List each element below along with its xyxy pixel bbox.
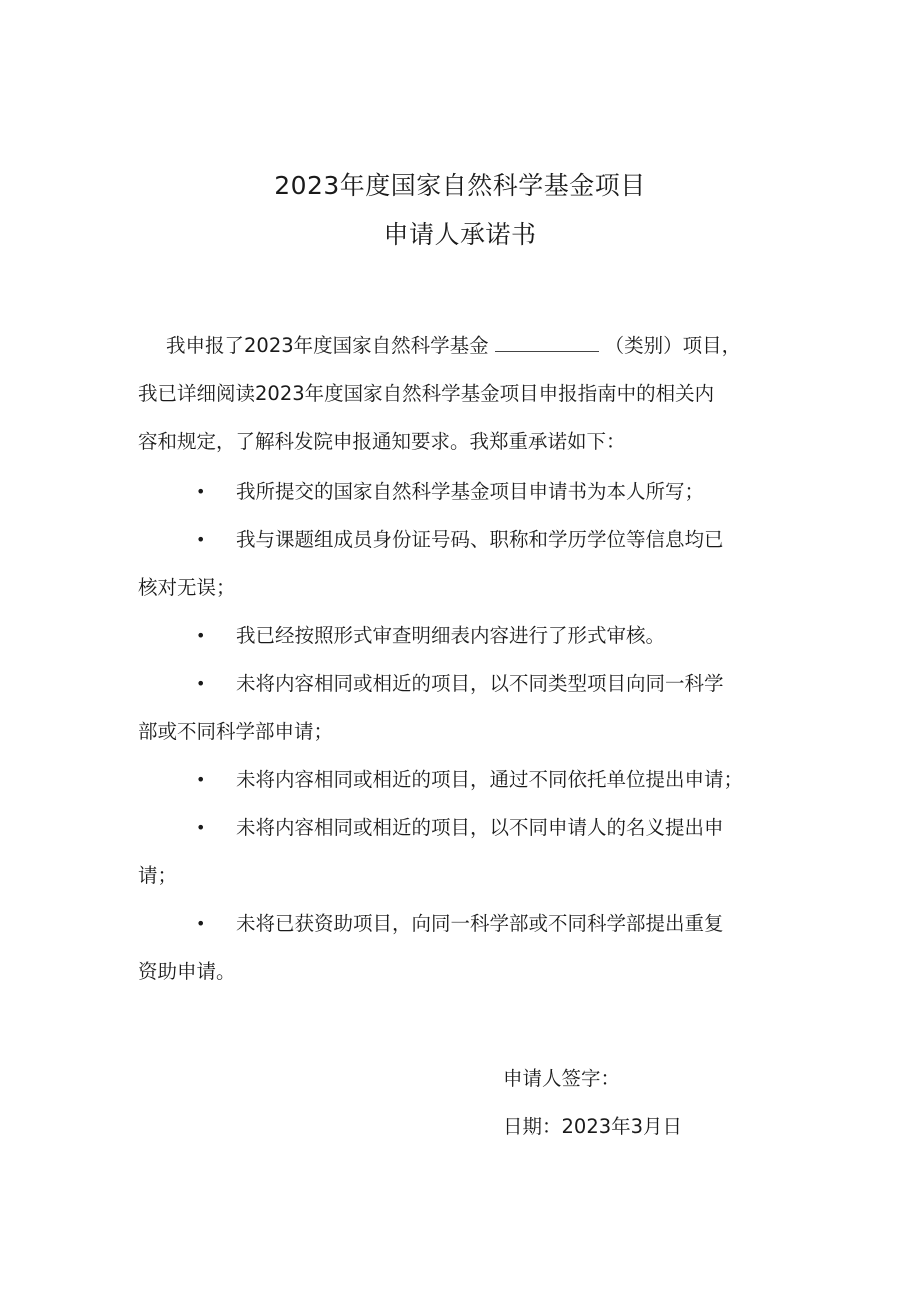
bullet-icon: • bbox=[196, 914, 206, 933]
bullet-icon: • bbox=[196, 626, 206, 645]
category-blank-field bbox=[495, 331, 599, 352]
commitment-item-4 bbox=[138, 660, 790, 708]
commitment-item-7-continued: 资助申请。 bbox=[138, 960, 236, 983]
commitment-item-3 bbox=[138, 612, 790, 660]
bullet-icon: • bbox=[196, 674, 206, 693]
intro-line-3: 容和规定，了解科发院申报通知要求。我郑重承诺如下： bbox=[138, 430, 626, 453]
intro-text-after-blank: （类别）项目， bbox=[604, 334, 742, 357]
bullet-icon: • bbox=[196, 818, 206, 837]
intro-line-1 bbox=[138, 322, 790, 370]
commitment-item-2-continued: 核对无误； bbox=[138, 576, 236, 599]
commitment-item-4-continued: 部或不同科学部申请； bbox=[138, 720, 334, 743]
commitment-item-5 bbox=[138, 756, 790, 804]
commitment-item-7 bbox=[138, 900, 790, 948]
commitment-text: 未将内容相同或相近的项目，以不同申请人的名义提出申 bbox=[236, 816, 724, 839]
commitment-text: 我所提交的国家自然科学基金项目申请书为本人所写； bbox=[236, 480, 705, 503]
commitment-text: 未将内容相同或相近的项目，以不同类型项目向同一科学 bbox=[236, 672, 724, 695]
commitment-item-1 bbox=[138, 468, 790, 516]
intro-line-2: 我已详细阅读2023年度国家自然科学基金项目申报指南中的相关内 bbox=[138, 382, 715, 405]
commitment-item-2 bbox=[138, 516, 790, 564]
document-title: 2023年度国家自然科学基金项目 bbox=[274, 171, 646, 200]
document-body bbox=[138, 322, 790, 996]
applicant-signature-label: 申请人签字： bbox=[503, 1067, 621, 1090]
bullet-icon: • bbox=[196, 482, 206, 501]
signature-date: 日期：2023年3月日 bbox=[503, 1115, 683, 1138]
commitment-item-6-continued: 请； bbox=[138, 864, 178, 887]
commitment-text: 未将内容相同或相近的项目，通过不同依托单位提出申请； bbox=[236, 768, 744, 791]
bullet-icon: • bbox=[196, 530, 206, 549]
document-subtitle: 申请人承诺书 bbox=[383, 220, 537, 249]
bullet-icon: • bbox=[196, 770, 206, 789]
commitment-text: 未将已获资助项目，向同一科学部或不同科学部提出重复 bbox=[236, 912, 724, 935]
commitment-text: 我与课题组成员身份证号码、职称和学历学位等信息均已 bbox=[236, 528, 724, 551]
commitment-item-6 bbox=[138, 804, 790, 852]
intro-text-before-blank: 我申报了2023年度国家自然科学基金 bbox=[166, 334, 489, 357]
commitment-text: 我已经按照形式审查明细表内容进行了形式审核。 bbox=[236, 624, 666, 647]
